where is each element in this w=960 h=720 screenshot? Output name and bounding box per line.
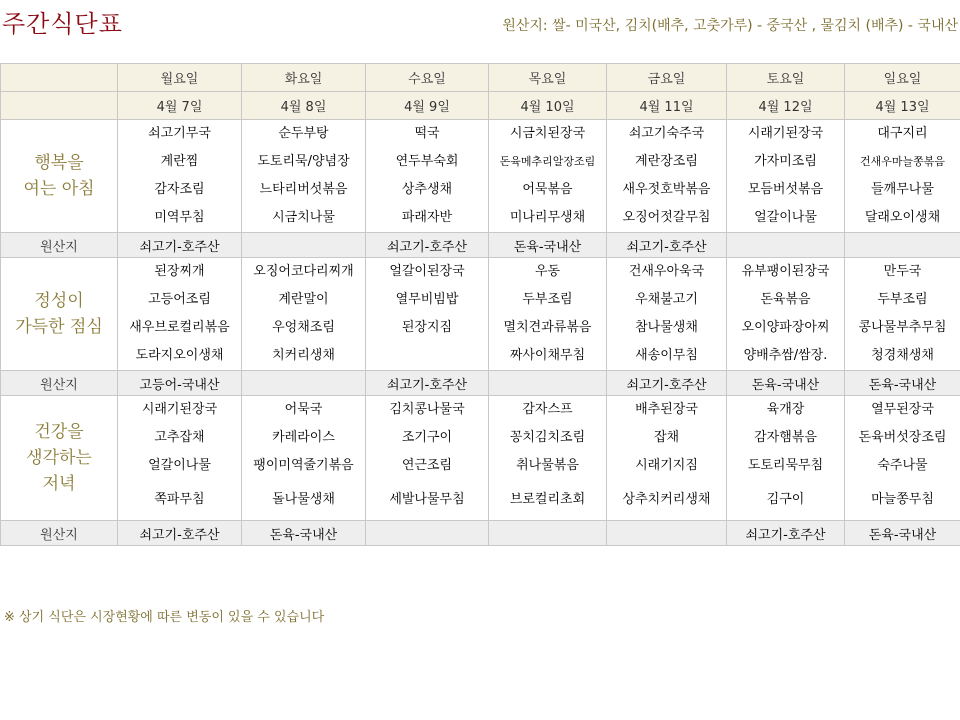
- corner-cell: [1, 92, 118, 120]
- dish: 김치콩나물국: [389, 402, 465, 417]
- dish: 돈육볶음: [760, 292, 811, 307]
- date-header: 4월 13일: [845, 92, 960, 120]
- origin-cell: 쇠고기-호주산: [366, 233, 489, 258]
- dish: 얼갈이나물: [754, 210, 817, 225]
- dish: 미역무침: [154, 210, 205, 225]
- origin-cell: [727, 233, 845, 258]
- dish: 유부팽이된장국: [741, 264, 830, 279]
- dish: 치커리생채: [272, 348, 335, 363]
- dish: 돌나물생채: [272, 492, 335, 507]
- origin-cell: [845, 233, 960, 258]
- origin-cell: 돈육-국내산: [242, 521, 366, 546]
- dish: 시래기된장국: [747, 126, 824, 141]
- dish: 우동: [534, 264, 561, 279]
- day-header: 월요일: [118, 64, 242, 92]
- dish: 육개장: [766, 402, 805, 417]
- breakfast-cell: [242, 120, 366, 233]
- day-header: 수요일: [366, 64, 489, 92]
- dish: 쇠고기숙주국: [628, 126, 705, 141]
- dinner-cell: [366, 396, 489, 521]
- dish: 오징어코다리찌개: [253, 264, 354, 279]
- dish: 새우젓호박볶음: [622, 182, 711, 197]
- dish: 얼갈이된장국: [389, 264, 465, 279]
- dish: 팽이미역줄기볶음: [253, 458, 354, 473]
- dish: 양배추쌈/쌈장.: [743, 348, 828, 363]
- dish: 파래자반: [401, 210, 453, 225]
- dish: 감자조림: [154, 182, 205, 197]
- lunch-cell: [242, 258, 366, 371]
- dinner-label: [1, 396, 118, 521]
- day-header: 토요일: [727, 64, 845, 92]
- origin-cell: [366, 521, 489, 546]
- dish: 시금치나물: [272, 210, 335, 225]
- dinner-row: [1, 396, 960, 521]
- dish: 건새우마늘쫑볶음: [859, 155, 945, 168]
- origin-cell: 쇠고기-호주산: [366, 371, 489, 396]
- origin-cell: 쇠고기-호주산: [607, 233, 727, 258]
- dish: 우채불고기: [635, 292, 698, 307]
- dish: 달래오이생채: [864, 210, 941, 225]
- dish: 청경채생채: [871, 348, 934, 363]
- dish: 시래기된장국: [141, 402, 218, 417]
- meal-label-line: 생각하는: [26, 448, 92, 468]
- dish: 카레라이스: [272, 430, 335, 445]
- origin-cell: 쇠고기-호주산: [607, 371, 727, 396]
- dish: 취나물볶음: [516, 458, 579, 473]
- dish: 된장지짐: [401, 320, 453, 335]
- dish: 계란말이: [278, 292, 329, 307]
- breakfast-cell: [118, 120, 242, 233]
- dish: 감자햄볶음: [754, 430, 817, 445]
- origin-cell: 돈육-국내산: [489, 233, 607, 258]
- dish: 멸치견과류볶음: [503, 320, 592, 335]
- origin-cell: 쇠고기-호주산: [118, 233, 242, 258]
- dish: 잡채: [653, 430, 680, 445]
- dish: 도토리묵/양념장: [257, 154, 350, 169]
- dish: 두부조림: [522, 292, 573, 307]
- meal-label-line: 행복을: [34, 153, 84, 173]
- dish: 계란장조림: [635, 154, 698, 169]
- origin-label: 원산지: [1, 521, 118, 546]
- dish: 고등어조림: [148, 292, 211, 307]
- dish: 상추생채: [401, 182, 453, 197]
- breakfast-origin-row: [1, 233, 960, 258]
- dish: 느타리버섯볶음: [259, 182, 348, 197]
- dish: 콩나물부추무침: [858, 320, 947, 335]
- dish: 건새우아욱국: [628, 264, 705, 279]
- dish: 도토리묵무침: [747, 458, 824, 473]
- dish: 오이양파장아찌: [741, 320, 830, 335]
- dish: 마늘쫑무침: [871, 492, 934, 507]
- date-header: 4월 11일: [607, 92, 727, 120]
- origin-cell: [607, 521, 727, 546]
- dish: 우엉채조림: [272, 320, 335, 335]
- dinner-cell: [727, 396, 845, 521]
- breakfast-cell: [845, 120, 960, 233]
- dish: 돈육메추리알장조림: [499, 155, 596, 168]
- dinner-cell: [242, 396, 366, 521]
- dish: 가자미조림: [754, 154, 817, 169]
- dish: 꽁치김치조림: [509, 430, 586, 445]
- weekly-menu-table: [0, 63, 960, 546]
- breakfast-cell: [727, 120, 845, 233]
- dish: 된장찌개: [154, 264, 205, 279]
- day-header: 일요일: [845, 64, 960, 92]
- date-header: 4월 9일: [366, 92, 489, 120]
- date-header: 4월 8일: [242, 92, 366, 120]
- origin-cell: [242, 371, 366, 396]
- dish: 얼갈이나물: [148, 458, 211, 473]
- dish: 브로컬리초회: [509, 492, 586, 507]
- lunch-cell: [366, 258, 489, 371]
- lunch-cell: [489, 258, 607, 371]
- dish: 쪽파무침: [154, 492, 205, 507]
- origin-cell: 고등어-국내산: [118, 371, 242, 396]
- dish: 두부조림: [877, 292, 928, 307]
- lunch-cell: [727, 258, 845, 371]
- origin-cell: 돈육-국내산: [845, 521, 960, 546]
- dish: 감자스프: [522, 402, 573, 417]
- dinner-cell: [845, 396, 960, 521]
- date-header-row: [1, 92, 960, 120]
- date-header: 4월 7일: [118, 92, 242, 120]
- meal-label-line: 가득한 점심: [15, 317, 103, 337]
- day-header: 목요일: [489, 64, 607, 92]
- day-header: 금요일: [607, 64, 727, 92]
- dish: 어묵국: [284, 402, 323, 417]
- dish: 계란찜: [160, 154, 199, 169]
- origin-cell: 쇠고기-호주산: [727, 521, 845, 546]
- origin-cell: [489, 371, 607, 396]
- breakfast-row: [1, 120, 960, 233]
- dish: 열무비빔밥: [395, 292, 459, 307]
- date-header: 4월 12일: [727, 92, 845, 120]
- dinner-cell: [118, 396, 242, 521]
- dish: 김구이: [766, 492, 805, 507]
- breakfast-cell: [366, 120, 489, 233]
- breakfast-cell: [607, 120, 727, 233]
- meal-label-line: 여는 아침: [23, 179, 95, 199]
- dish: 만두국: [883, 264, 922, 279]
- meal-label-line: 정성이: [34, 291, 84, 311]
- dish: 떡국: [414, 126, 440, 141]
- page-title: 주간식단표: [2, 10, 123, 38]
- breakfast-cell: [489, 120, 607, 233]
- dinner-cell: [607, 396, 727, 521]
- dish: [366, 342, 488, 370]
- origin-cell: 돈육-국내산: [845, 371, 960, 396]
- origin-label: 원산지: [1, 233, 118, 258]
- dish: 짜사이채무침: [509, 348, 586, 363]
- dish: 연두부숙회: [395, 154, 459, 169]
- date-header: 4월 10일: [489, 92, 607, 120]
- meal-label-line: 저녁: [42, 474, 76, 494]
- meal-label-line: 건강을: [34, 422, 84, 442]
- footnote: ※ 상기 식단은 시장현황에 따른 변동이 있을 수 있습니다: [4, 610, 325, 625]
- dish: 들깨무나물: [871, 182, 934, 197]
- dish: 쇠고기무국: [148, 126, 211, 141]
- dish: 순두부탕: [278, 126, 329, 141]
- dish: 배추된장국: [635, 402, 698, 417]
- dish: 대구지리: [877, 126, 928, 141]
- dish: 세발나물무침: [389, 492, 465, 507]
- lunch-cell: [845, 258, 960, 371]
- lunch-cell: [607, 258, 727, 371]
- lunch-label: [1, 258, 118, 371]
- dish: 열무된장국: [871, 402, 934, 417]
- breakfast-label: [1, 120, 118, 233]
- dish: 오징어젓갈무침: [622, 210, 711, 225]
- dish: 상추치커리생채: [622, 492, 711, 507]
- dinner-cell: [489, 396, 607, 521]
- dish: 고추잡채: [154, 430, 205, 445]
- lunch-row: [1, 258, 960, 371]
- dish: 숙주나물: [877, 458, 928, 473]
- origin-label: 원산지: [1, 371, 118, 396]
- dish: 도라지오이생채: [135, 348, 224, 363]
- origin-cell: 돈육-국내산: [727, 371, 845, 396]
- origin-note: 원산지: 쌀- 미국산, 김치(배추, 고춧가루) - 중국산 , 물김치 (배추) - 국내산: [502, 18, 958, 34]
- dish: 시금치된장국: [509, 126, 586, 141]
- dish: 조기구이: [401, 430, 453, 445]
- dish: 참나물생채: [635, 320, 698, 335]
- origin-cell: [242, 233, 366, 258]
- lunch-origin-row: [1, 371, 960, 396]
- day-header: 화요일: [242, 64, 366, 92]
- dinner-origin-row: [1, 521, 960, 546]
- dish: 새우브로컬리볶음: [129, 320, 230, 335]
- origin-cell: [489, 521, 607, 546]
- corner-cell: [1, 64, 118, 92]
- dish: 연근조림: [401, 458, 453, 473]
- dish: 어묵볶음: [522, 182, 573, 197]
- dish: 돈육버섯장조림: [858, 430, 947, 445]
- lunch-cell: [118, 258, 242, 371]
- dish: 모듬버섯볶음: [747, 182, 824, 197]
- dish: 미나리무생채: [509, 210, 586, 225]
- dish: 시래기지짐: [635, 458, 698, 473]
- day-header-row: [1, 64, 960, 92]
- origin-cell: 쇠고기-호주산: [118, 521, 242, 546]
- dish: 새송이무침: [635, 348, 698, 363]
